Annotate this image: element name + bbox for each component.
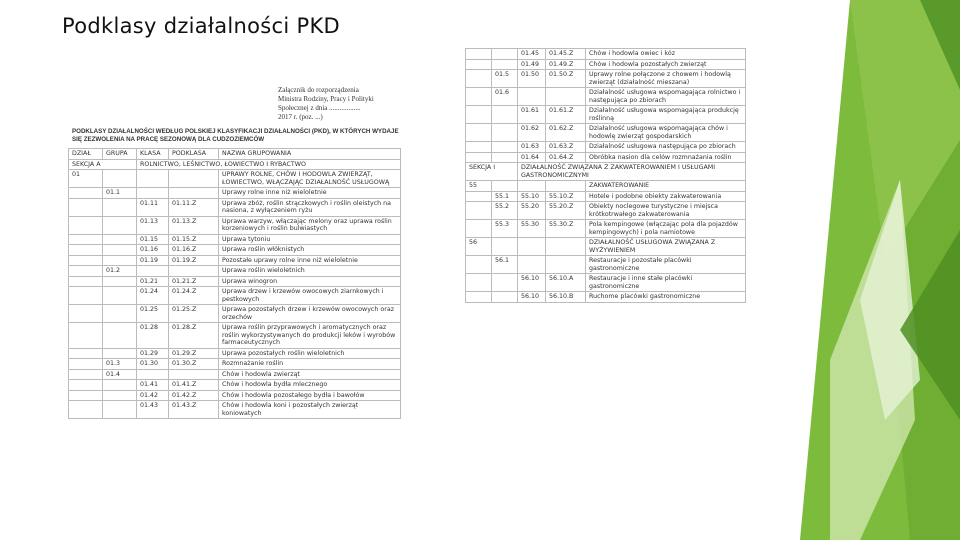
- table-row: [466, 274, 746, 292]
- cell-c2: 01.5: [492, 70, 518, 88]
- cell-c4: 56.10.B: [546, 292, 586, 303]
- cell-nazwa: Uprawy rolne połączone z chowem i hodowlą zwierząt (działalność mieszana): [586, 70, 746, 88]
- table-row: [466, 256, 746, 274]
- cell-c2: 55.3: [492, 220, 518, 238]
- cell-c3: 01.64: [518, 152, 546, 163]
- cell-c2: [492, 152, 518, 163]
- table-row: [466, 142, 746, 153]
- cell-c4: 01.50.Z: [546, 70, 586, 88]
- cell-podklasa: 01.13.Z: [169, 216, 219, 234]
- cell-klasa: 01.41: [137, 380, 169, 391]
- table-row: [69, 245, 401, 256]
- cell-c1: [466, 220, 492, 238]
- cell-c4: 55.10.Z: [546, 191, 586, 202]
- cell-c3: 56.10: [518, 292, 546, 303]
- cell-nazwa: Uprawa roślin wieloletnich: [219, 266, 401, 277]
- cell-c1: 56: [466, 238, 492, 256]
- pkd-table-right: [465, 48, 746, 303]
- cell-nazwa: Chów i hodowla koni i pozostałych zwierząt koniowatych: [219, 401, 401, 419]
- cell-klasa: 01.42: [137, 390, 169, 401]
- cell-podklasa: 01.24.Z: [169, 287, 219, 305]
- cell-grupa: [103, 287, 137, 305]
- cell-grupa: [103, 234, 137, 245]
- table-row: [466, 124, 746, 142]
- col-header: NAZWA GRUPOWANIA: [219, 149, 401, 160]
- annex-line: Załącznik do rozporządzenia: [278, 86, 359, 94]
- cell-nazwa: Chów i hodowla pozostałego bydła i bawołów: [219, 390, 401, 401]
- cell-nazwa: Pola kempingowe (włączając pola dla pojazdów kempingowych) i pola namiotowe: [586, 220, 746, 238]
- cell-c4: 01.61.Z: [546, 106, 586, 124]
- cell-podklasa: [169, 266, 219, 277]
- cell-nazwa: Uprawa tytoniu: [219, 234, 401, 245]
- annex-line: Społecznej z dnia ..................: [278, 104, 361, 112]
- table-row: [466, 106, 746, 124]
- cell-podklasa: 01.15.Z: [169, 234, 219, 245]
- cell-grupa: [103, 255, 137, 266]
- green-decoration: [790, 0, 960, 540]
- cell-c2: [492, 49, 518, 60]
- cell-c4: 01.64.Z: [546, 152, 586, 163]
- cell-nazwa: Uprawa roślin przyprawowych i aromatycznych oraz roślin wykorzystywanych do produkcji leków i wyrobów farmaceutycznych: [219, 323, 401, 349]
- cell-nazwa: Ruchome placówki gastronomiczne: [586, 292, 746, 303]
- cell-nazwa: Restauracje i inne stałe placówki gastronomiczne: [586, 274, 746, 292]
- cell-grupa: [103, 198, 137, 216]
- table-row: [69, 323, 401, 349]
- cell-podklasa: [169, 188, 219, 199]
- cell-nazwa: Obróbka nasion dla celów rozmnażania roślin: [586, 152, 746, 163]
- cell-dzial: [69, 359, 103, 370]
- cell-nazwa: Restauracje i pozostałe placówki gastronomiczne: [586, 256, 746, 274]
- cell-klasa: 01.21: [137, 276, 169, 287]
- cell-c3: [518, 238, 546, 256]
- table-row: [69, 390, 401, 401]
- cell-grupa: [103, 390, 137, 401]
- cell-klasa: 01.19: [137, 255, 169, 266]
- cell-dzial: [69, 198, 103, 216]
- cell-grupa: [103, 401, 137, 419]
- cell-podklasa: 01.28.Z: [169, 323, 219, 349]
- cell-podklasa: 01.30.Z: [169, 359, 219, 370]
- cell-klasa: 01.28: [137, 323, 169, 349]
- table-row: [466, 70, 746, 88]
- table-row: [69, 276, 401, 287]
- cell-dzial: [69, 266, 103, 277]
- cell-dzial: 01: [69, 170, 103, 188]
- cell-nazwa: Chów i hodowla zwierząt: [219, 369, 401, 380]
- cell-c2: [492, 142, 518, 153]
- table-row: [466, 152, 746, 163]
- cell-c4: 01.62.Z: [546, 124, 586, 142]
- table-row: [69, 348, 401, 359]
- cell-c1: [466, 292, 492, 303]
- section-row: [466, 163, 746, 181]
- col-header: PODKLASA: [169, 149, 219, 160]
- table-row: [69, 266, 401, 277]
- cell-podklasa: 01.11.Z: [169, 198, 219, 216]
- cell-nazwa: Rozmnażanie roślin: [219, 359, 401, 370]
- table-row: [69, 170, 401, 188]
- cell-dzial: [69, 348, 103, 359]
- cell-c4: 55.30.Z: [546, 220, 586, 238]
- cell-klasa: 01.13: [137, 216, 169, 234]
- cell-c1: 55: [466, 181, 492, 192]
- cell-nazwa: Działalność usługowa wspomagająca rolnictwo i następująca po zbiorach: [586, 88, 746, 106]
- cell-nazwa: Działalność usługowa wspomagająca chów i hodowlę zwierząt gospodarskich: [586, 124, 746, 142]
- cell-c1: [466, 106, 492, 124]
- cell-c3: [518, 88, 546, 106]
- cell-nazwa: Hotele i podobne obiekty zakwaterowania: [586, 191, 746, 202]
- cell-podklasa: 01.19.Z: [169, 255, 219, 266]
- cell-nazwa: Uprawa roślin włóknistych: [219, 245, 401, 256]
- table-header-row: [69, 149, 401, 160]
- table-row: [466, 88, 746, 106]
- cell-nazwa: Uprawa pozostałych drzew i krzewów owocowych oraz orzechów: [219, 305, 401, 323]
- cell-podklasa: 01.16.Z: [169, 245, 219, 256]
- cell-dzial: [69, 255, 103, 266]
- pkd-table-left: [68, 148, 401, 419]
- cell-nazwa: Uprawy rolne inne niż wieloletnie: [219, 188, 401, 199]
- cell-c4: 55.20.Z: [546, 202, 586, 220]
- cell-c4: [546, 181, 586, 192]
- cell-nazwa: Obiekty noclegowe turystyczne i miejsca krótkotrwałego zakwaterowania: [586, 202, 746, 220]
- cell-c3: 56.10: [518, 274, 546, 292]
- cell-c1: [466, 124, 492, 142]
- cell-c1: [466, 152, 492, 163]
- cell-grupa: 01.3: [103, 359, 137, 370]
- table-row: [466, 220, 746, 238]
- col-header: KLASA: [137, 149, 169, 160]
- cell-c2: [492, 106, 518, 124]
- cell-podklasa: [169, 170, 219, 188]
- cell-klasa: [137, 266, 169, 277]
- cell-c3: 01.49: [518, 59, 546, 70]
- cell-dzial: [69, 369, 103, 380]
- cell-dzial: [69, 401, 103, 419]
- col-header: DZIAŁ: [69, 149, 103, 160]
- cell-grupa: 01.1: [103, 188, 137, 199]
- cell-nazwa: Pozostałe uprawy rolne inne niż wieloletnie: [219, 255, 401, 266]
- cell-c2: [492, 238, 518, 256]
- table-row: [69, 359, 401, 370]
- cell-c1: [466, 274, 492, 292]
- cell-dzial: [69, 380, 103, 391]
- cell-nazwa: Uprawa pozostałych roślin wieloletnich: [219, 348, 401, 359]
- cell-grupa: [103, 245, 137, 256]
- cell-c1: [466, 202, 492, 220]
- cell-klasa: [137, 188, 169, 199]
- cell-c3: 01.63: [518, 142, 546, 153]
- annex-line: Ministra Rodziny, Pracy i Polityki: [278, 95, 374, 103]
- cell-c2: 55.1: [492, 191, 518, 202]
- cell-klasa: 01.25: [137, 305, 169, 323]
- table-row: [466, 292, 746, 303]
- cell-c3: 01.62: [518, 124, 546, 142]
- cell-dzial: [69, 276, 103, 287]
- table-row: [69, 305, 401, 323]
- table-row: [466, 49, 746, 60]
- cell-c1: [466, 256, 492, 274]
- cell-c2: [492, 181, 518, 192]
- cell-nazwa: Uprawa drzew i krzewów owocowych ziarnkowych i pestkowych: [219, 287, 401, 305]
- table-row: [69, 369, 401, 380]
- cell-dzial: [69, 216, 103, 234]
- cell-grupa: [103, 216, 137, 234]
- slide-title: Podklasy działalności PKD: [62, 14, 340, 38]
- annex-note: [278, 86, 408, 122]
- cell-dzial: [69, 390, 103, 401]
- table-row: [69, 188, 401, 199]
- cell-klasa: [137, 170, 169, 188]
- cell-grupa: [103, 305, 137, 323]
- cell-dzial: [69, 305, 103, 323]
- cell-nazwa: Chów i hodowla owiec i kóz: [586, 49, 746, 60]
- cell-c1: [466, 191, 492, 202]
- cell-klasa: [137, 369, 169, 380]
- cell-c3: 55.20: [518, 202, 546, 220]
- cell-nazwa: Chów i hodowla bydła mlecznego: [219, 380, 401, 391]
- cell-grupa: [103, 348, 137, 359]
- cell-grupa: [103, 380, 137, 391]
- cell-klasa: 01.24: [137, 287, 169, 305]
- cell-dzial: [69, 245, 103, 256]
- cell-c2: 55.2: [492, 202, 518, 220]
- cell-dzial: [69, 323, 103, 349]
- table-row: [69, 401, 401, 419]
- cell-klasa: 01.29: [137, 348, 169, 359]
- cell-c4: 56.10.A: [546, 274, 586, 292]
- cell-nazwa: DZIAŁALNOŚĆ USŁUGOWA ZWIĄZANA Z WYŻYWIENIEM: [586, 238, 746, 256]
- table-row: [69, 287, 401, 305]
- right-document-scan: [463, 48, 745, 382]
- cell-podklasa: 01.42.Z: [169, 390, 219, 401]
- cell-grupa: [103, 170, 137, 188]
- section-code: SEKCJA I: [466, 163, 518, 181]
- cell-c3: [518, 181, 546, 192]
- table-row: [466, 181, 746, 192]
- cell-c2: [492, 274, 518, 292]
- table-row: [466, 59, 746, 70]
- cell-podklasa: 01.29.Z: [169, 348, 219, 359]
- cell-c1: [466, 88, 492, 106]
- table-row: [466, 202, 746, 220]
- cell-c2: [492, 292, 518, 303]
- cell-c3: 55.30: [518, 220, 546, 238]
- annex-line: 2017 r. (poz. ...): [278, 113, 323, 121]
- cell-c3: 01.45: [518, 49, 546, 60]
- cell-c3: 01.61: [518, 106, 546, 124]
- cell-c4: 01.45.Z: [546, 49, 586, 60]
- table-row: [466, 238, 746, 256]
- table-row: [69, 216, 401, 234]
- cell-nazwa: Działalność usługowa następująca po zbiorach: [586, 142, 746, 153]
- cell-podklasa: 01.25.Z: [169, 305, 219, 323]
- cell-klasa: 01.30: [137, 359, 169, 370]
- cell-podklasa: 01.43.Z: [169, 401, 219, 419]
- cell-c4: 01.49.Z: [546, 59, 586, 70]
- cell-grupa: 01.2: [103, 266, 137, 277]
- section-name: DZIAŁALNOŚĆ ZWIĄZANA Z ZAKWATEROWANIEM I USŁUGAMI GASTRONOMICZNYMI: [518, 163, 746, 181]
- cell-klasa: 01.11: [137, 198, 169, 216]
- cell-c2: 01.6: [492, 88, 518, 106]
- cell-c4: [546, 88, 586, 106]
- cell-klasa: 01.15: [137, 234, 169, 245]
- table-row: [69, 198, 401, 216]
- cell-nazwa: Uprawa warzyw, włączając melony oraz uprawa roślin korzeniowych i roślin bulwiastych: [219, 216, 401, 234]
- cell-c4: [546, 238, 586, 256]
- left-document-scan: [66, 80, 402, 520]
- cell-grupa: [103, 323, 137, 349]
- cell-dzial: [69, 287, 103, 305]
- cell-c4: [546, 256, 586, 274]
- cell-klasa: 01.16: [137, 245, 169, 256]
- cell-c3: 01.50: [518, 70, 546, 88]
- cell-c3: 55.10: [518, 191, 546, 202]
- cell-c2: [492, 59, 518, 70]
- cell-nazwa: UPRAWY ROLNE, CHÓW I HODOWLA ZWIERZĄT, ŁOWIECTWO, WŁĄCZAJĄC DZIAŁALNOŚĆ USŁUGOWĄ: [219, 170, 401, 188]
- section-code: SEKCJA A: [69, 159, 137, 170]
- table-row: [69, 255, 401, 266]
- table-row: [466, 191, 746, 202]
- section-name: ROLNICTWO, LEŚNICTWO, ŁOWIECTWO I RYBACTWO: [137, 159, 401, 170]
- cell-c1: [466, 49, 492, 60]
- cell-nazwa: Uprawa winogron: [219, 276, 401, 287]
- cell-podklasa: 01.21.Z: [169, 276, 219, 287]
- cell-nazwa: ZAKWATEROWANIE: [586, 181, 746, 192]
- cell-c1: [466, 70, 492, 88]
- table-row: [69, 380, 401, 391]
- cell-klasa: 01.43: [137, 401, 169, 419]
- col-header: GRUPA: [103, 149, 137, 160]
- cell-podklasa: 01.41.Z: [169, 380, 219, 391]
- cell-nazwa: Działalność usługowa wspomagająca produkcję roślinną: [586, 106, 746, 124]
- cell-grupa: [103, 276, 137, 287]
- cell-nazwa: Chów i hodowla pozostałych zwierząt: [586, 59, 746, 70]
- cell-c2: [492, 124, 518, 142]
- cell-dzial: [69, 234, 103, 245]
- cell-grupa: 01.4: [103, 369, 137, 380]
- cell-c4: 01.63.Z: [546, 142, 586, 153]
- cell-dzial: [69, 188, 103, 199]
- section-row: [69, 159, 401, 170]
- cell-nazwa: Uprawa zbóż, roślin strączkowych i roślin oleistych na nasiona, z wyłączeniem ryżu: [219, 198, 401, 216]
- cell-c2: 56.1: [492, 256, 518, 274]
- cell-podklasa: [169, 369, 219, 380]
- cell-c1: [466, 59, 492, 70]
- cell-c1: [466, 142, 492, 153]
- document-heading: PODKLASY DZIAŁALNOŚCI WEDŁUG POLSKIEJ KLASYFIKACJI DZIAŁALNOŚCI (PKD), W KTÓRYCH WYDAJE SIĘ ZEZWOLENIA NA PRACĘ SEZONOWĄ DLA CUDZOZIEMCÓW: [72, 128, 399, 143]
- table-row: [69, 234, 401, 245]
- cell-c3: [518, 256, 546, 274]
